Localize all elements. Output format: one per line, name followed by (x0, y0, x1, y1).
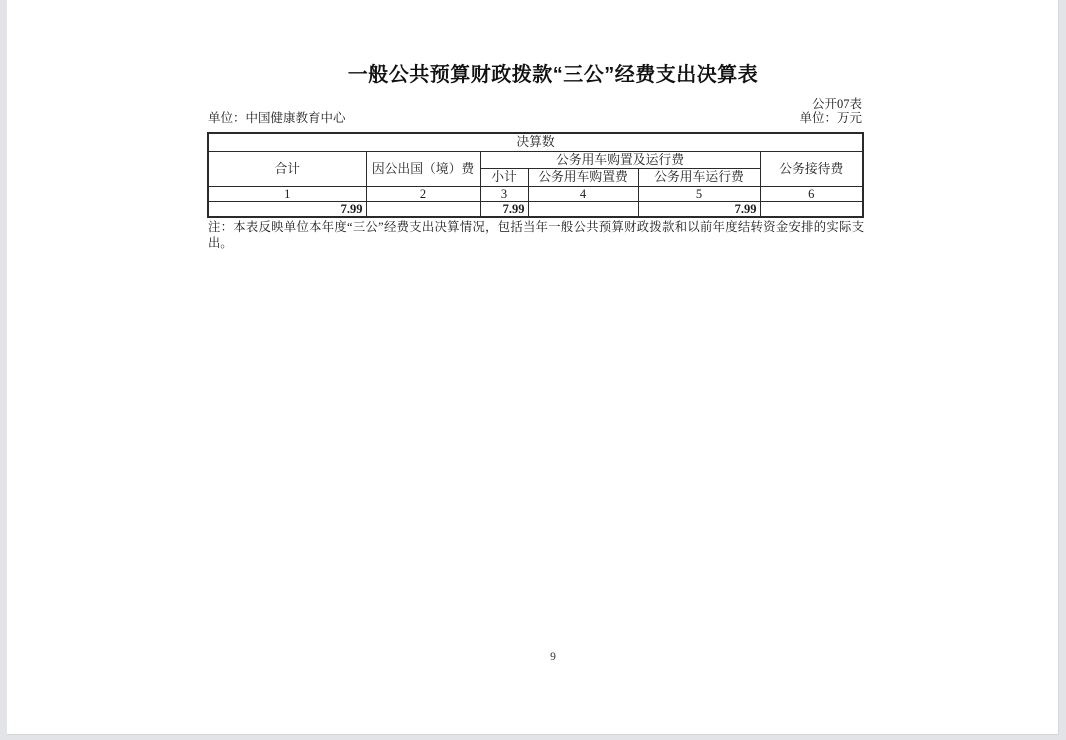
table-row (208, 201, 863, 217)
page-title: 一般公共预算财政拨款“三公”经费支出决算表 (347, 64, 759, 86)
form-code-label: 公开07表 (811, 97, 862, 111)
value-cell-abroad-fee (366, 201, 480, 217)
colnum-cell-5: 5 (638, 186, 760, 201)
colnum-cell-3: 3 (480, 186, 528, 201)
unit-name-label: 单位：中国健康教育中心 (208, 111, 346, 125)
header-cell-total: 合计 (208, 151, 366, 186)
table-note: 注：本表反映单位本年度“三公”经费支出决算情况，包括当年一般公共预算财政拨款和以前年度结转资金安排的实际支出。 (208, 220, 864, 250)
header-cell-vehicle-purchase-fee: 公务用车购置费 (528, 168, 638, 186)
header-cell-vehicle-subtotal: 小计 (480, 168, 528, 186)
document-page (7, 0, 1059, 735)
header-cell-abroad-fee: 因公出国（境）费 (366, 151, 480, 186)
value-cell-vehicle-purchase-fee (528, 201, 638, 217)
colnum-cell-4: 4 (528, 186, 638, 201)
table-row (208, 133, 863, 151)
colnum-cell-1: 1 (208, 186, 366, 201)
budget-table (207, 132, 864, 218)
colnum-cell-2: 2 (366, 186, 480, 201)
header-cell-reception-fee: 公务接待费 (760, 151, 863, 186)
unit-measure-label: 单位：万元 (799, 111, 862, 125)
value-cell-reception-fee (760, 201, 863, 217)
header-cell-vehicle-group: 公务用车购置及运行费 (480, 151, 760, 168)
unit-row (208, 111, 862, 126)
value-cell-vehicle-subtotal: 7.99 (480, 201, 528, 217)
header-cell-vehicle-operation-fee: 公务用车运行费 (638, 168, 760, 186)
table-row (208, 151, 863, 168)
page-number: 9 (550, 651, 556, 663)
colnum-cell-6: 6 (760, 186, 863, 201)
table-row (208, 186, 863, 201)
header-cell-span: 决算数 (208, 133, 863, 151)
value-cell-vehicle-operation-fee: 7.99 (638, 201, 760, 217)
value-cell-total: 7.99 (208, 201, 366, 217)
